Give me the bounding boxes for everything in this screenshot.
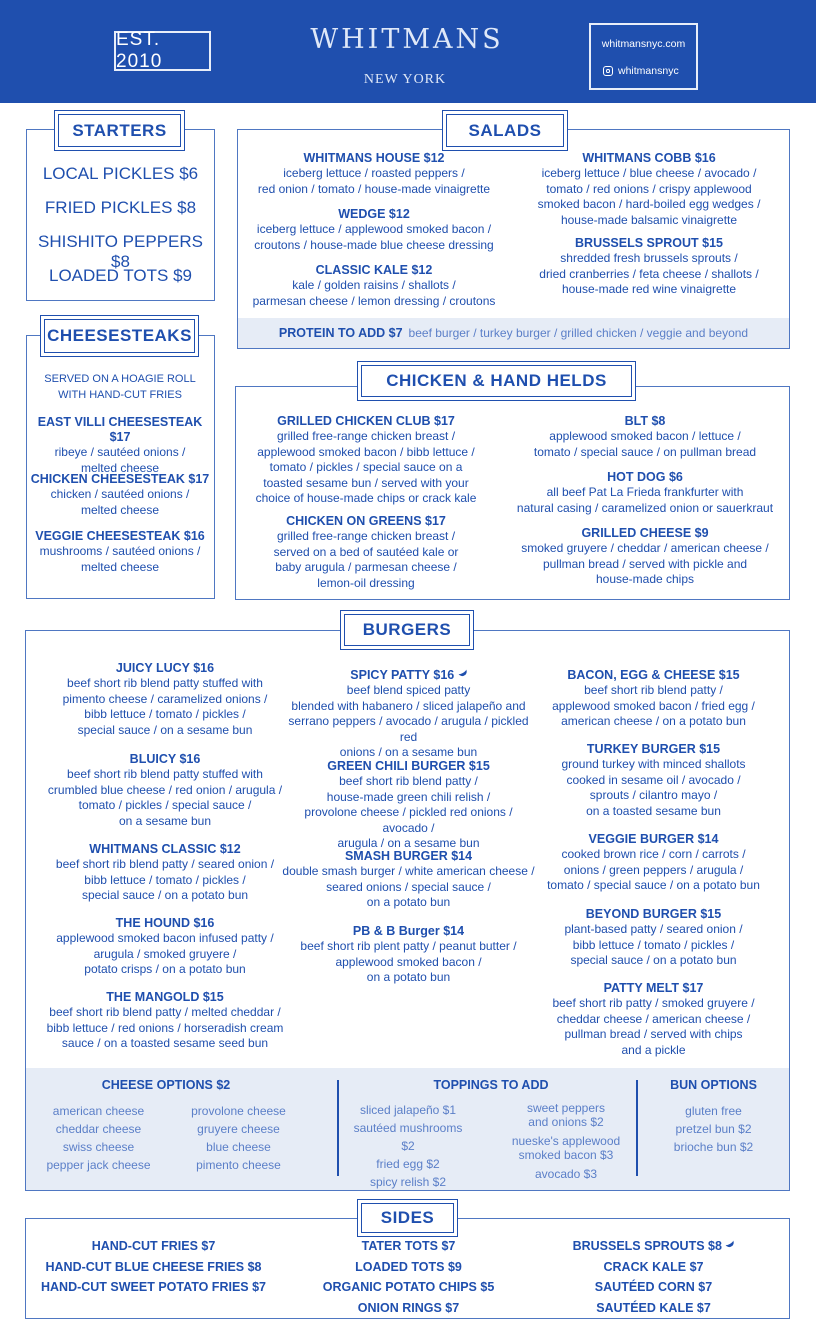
chili-pepper-icon	[724, 1237, 736, 1248]
starters-title-tab	[54, 110, 185, 151]
starter-item: SHISHITO PEPPERS $8	[37, 232, 203, 271]
cheesesteaks-note: SERVED ON A HOAGIE ROLL WITH HAND-CUT FRIES	[44, 373, 196, 401]
salads-section	[237, 129, 790, 349]
burger-item: PB & B Burger $14 beef short rib plent patty / peanut butter / applewood smoked bacon / on a potato bun	[300, 924, 517, 984]
burgers-section	[25, 630, 790, 1191]
salads-title-tab	[442, 110, 568, 151]
salad-item: WEDGE $12 iceberg lettuce / applewood smoked bacon / croutons / house-made blue cheese dressing	[254, 207, 494, 252]
handhelds-section	[235, 386, 790, 600]
bun-options-title: BUN OPTIONS	[670, 1078, 757, 1092]
burgers-title: BURGERS	[362, 620, 452, 639]
handheld-item: CHICKEN ON GREENS $17 grilled free-range chicken breast / served on a bed of sautéed kale or baby arugula / parmesan cheese / lemon-oil dressing	[273, 514, 459, 590]
options-divider	[636, 1080, 638, 1176]
options-divider	[337, 1080, 339, 1176]
burger-item: BLUICY $16 beef short rib blend patty stuffed with crumbled blue cheese / red onion / arugula / tomato / pickles / special sauce / on a sesame bun	[47, 752, 283, 828]
toppings-list: sweet peppers and onions $2 nueske's applewood smoked bacon $3 avocado $3	[511, 1101, 621, 1181]
burger-item: THE HOUND $16 applewood smoked bacon infused patty / arugula / smoked gruyere / potato crisps / on a potato bun	[56, 916, 274, 976]
handheld-item: BLT $8 applewood smoked bacon / lettuce / tomato / special sauce / on pullman bread	[533, 414, 757, 459]
instagram-handle: whitmansnyc	[618, 65, 679, 77]
handhelds-title-tab	[357, 361, 636, 401]
handheld-item: HOT DOG $6 all beef Pat La Frieda frankfurter with natural casing / caramelized onion or sauerkraut	[516, 470, 774, 515]
sides-list: TATER TOTS $7 LOADED TOTS $9 ORGANIC POTATO CHIPS $5 ONION RINGS $7	[322, 1239, 495, 1315]
cheesesteak-item: VEGGIE CHEESESTEAK $16 mushrooms / sautéed onions / melted cheese	[35, 529, 205, 574]
starter-item: LOADED TOTS $9	[49, 266, 192, 285]
burger-item: PATTY MELT $17 beef short rib patty / smoked gruyere / cheddar cheese / american cheese / pullman bread / served with chips and a pickle	[552, 981, 755, 1057]
salad-item: WHITMANS COBB $16 iceberg lettuce / blue cheese / avocado / tomato / red onions / crispy applewood smoked bacon / hard-boiled egg wedges / house-made balsamic vinaigrette	[537, 151, 761, 227]
handhelds-title: CHICKEN & HAND HELDS	[386, 371, 607, 390]
burger-item: TURKEY BURGER $15 ground turkey with minced shallots cooked in sesame oil / avocado / sprouts / cilantro mayo / on a toasted sesame bun	[561, 742, 746, 818]
salad-item: CLASSIC KALE $12 kale / golden raisins / shallots / parmesan cheese / lemon dressing / croutons	[252, 263, 496, 308]
brand-logo	[300, 18, 515, 58]
cheesesteak-item: EAST VILLI CHEESESTEAK $17 ribeye / sautéed onions / melted cheese	[37, 415, 203, 475]
toppings-list: sliced jalapeño $1 sautéed mushrooms $2 fried egg $2 spicy relish $2	[353, 1103, 463, 1189]
burger-item: GREEN CHILI BURGER $15 beef short rib blend patty / house-made green chili relish / provolone cheese / pickled red onions / avocado / arugula / on a sesame bun	[304, 759, 513, 850]
bun-options-list: gluten free pretzel bun $2 brioche bun $2	[673, 1104, 754, 1154]
cheesesteaks-section	[26, 335, 215, 599]
burger-item: BACON, EGG & CHEESE $15 beef short rib blend patty / applewood smoked bacon / fried egg / american cheese / on a potato bun	[552, 668, 755, 728]
handheld-item: GRILLED CHICKEN CLUB $17 grilled free-range chicken breast / applewood smoked bacon / bibb lettuce / tomato / pickles / special sauce on a toasted sesame bun / served with your choice of house-made chips or crack kale	[255, 414, 477, 505]
salads-title: SALADS	[468, 120, 542, 140]
burgers-title-tab	[340, 610, 474, 650]
starter-item: FRIED PICKLES $8	[44, 198, 197, 217]
sides-title-tab	[357, 1199, 458, 1237]
sides-list: BRUSSELS SPROUTS $8 CRACK KALE $7 SAUTÉED CORN $7 SAUTÉED KALE $7	[526, 1236, 781, 1318]
sides-title: SIDES	[380, 1208, 435, 1227]
protein-options: beef burger / turkey burger / grilled chicken / veggie and beyond	[408, 326, 749, 340]
salad-item: WHITMANS HOUSE $12 iceberg lettuce / roasted peppers / red onion / tomato / house-made vinaigrette	[257, 151, 491, 196]
cheesesteak-item: CHICKEN CHEESESTEAK $17 chicken / sautéed onions / melted cheese	[30, 472, 210, 517]
cheesesteaks-title-tab	[40, 315, 199, 357]
burger-item: THE MANGOLD $15 beef short rib blend patty / melted cheddar / bibb lettuce / red onions / horseradish cream sauce / on a toasted sesame seed bun	[46, 990, 284, 1050]
chili-pepper-icon	[456, 666, 468, 677]
starters-title: STARTERS	[72, 120, 167, 140]
starter-item: LOCAL PICKLES $6	[42, 164, 199, 183]
burger-item: JUICY LUCY $16 beef short rib blend patty stuffed with pimento cheese / caramelized onions / bibb lettuce / tomato / pickles / special sauce / on a sesame bun	[62, 661, 268, 737]
handheld-item: GRILLED CHEESE $9 smoked gruyere / cheddar / american cheese / pullman bread / served with pickle and house-made chips	[521, 526, 769, 586]
website-link[interactable]: whitmansnyc.com	[601, 38, 686, 50]
protein-label: PROTEIN TO ADD $7	[278, 326, 403, 340]
burger-item: WHITMANS CLASSIC $12 beef short rib blend patty / seared onion / bibb lettuce / tomato / pickles / special sauce / on a potato bun	[55, 842, 275, 902]
burger-item: VEGGIE BURGER $14 cooked brown rice / corn / carrots / onions / green peppers / arugula / tomato / special sauce / on a potato bun	[547, 832, 760, 892]
instagram-icon	[603, 66, 613, 76]
cheesesteaks-title: CHEESESTEAKS	[47, 326, 192, 345]
salad-item: BRUSSELS SPROUT $15 shredded fresh brussels sprouts / dried cranberries / feta cheese / shallots / house-made red wine vinaigrette	[539, 236, 759, 296]
cheese-options-list: provolone cheese gruyere cheese blue cheese pimento cheese	[191, 1104, 286, 1172]
cheese-options-list: american cheese cheddar cheese swiss cheese pepper jack cheese	[46, 1104, 151, 1172]
burger-item: SMASH BURGER $14 double smash burger / white american cheese / seared onions / special sauce / on a potato bun	[282, 849, 535, 909]
burger-item: SPICY PATTY $16 beef blend spiced patty blended with habanero / sliced jalapeño and serrano peppers / avocado / arugula / pickled red onions / on a sesame bun	[288, 668, 529, 759]
instagram-link[interactable]	[603, 65, 679, 77]
burger-item: BEYOND BURGER $15 plant-based patty / seared onion / bibb lettuce / tomato / pickles / special sauce / on a potato bun	[564, 907, 743, 967]
protein-bar	[238, 318, 789, 348]
brand-city: NEW YORK	[363, 72, 447, 87]
est-badge: EST. 2010	[114, 31, 211, 71]
starters-section	[26, 129, 215, 301]
contact-box	[589, 23, 698, 90]
burger-options-band	[26, 1068, 789, 1190]
brand-wordmark: WHITMANS	[310, 24, 504, 55]
sides-list: HAND-CUT FRIES $7 HAND-CUT BLUE CHEESE FRIES $8 HAND-CUT SWEET POTATO FRIES $7	[40, 1239, 266, 1294]
toppings-title: TOPPINGS TO ADD	[433, 1078, 549, 1092]
cheese-options-title: CHEESE OPTIONS $2	[101, 1078, 231, 1092]
